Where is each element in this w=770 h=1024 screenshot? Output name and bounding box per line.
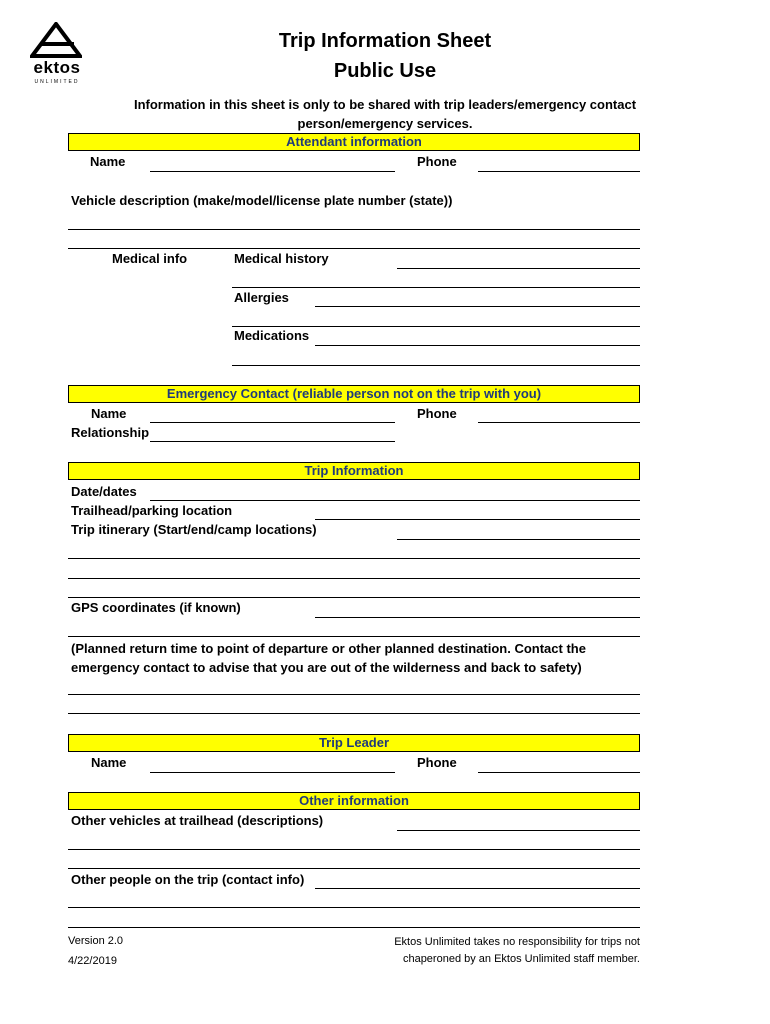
intro-text: Information in this sheet is only to be shared with trip leaders/emergency contact person/emergency services. [133,97,637,131]
itinerary-field-line-2[interactable] [68,558,640,559]
trip-heading: Trip Information [68,462,640,480]
logo-tagline: UNLIMITED [34,79,80,85]
page-subtitle: Public Use [333,60,437,82]
gps-label: GPS coordinates (if known) [71,600,241,615]
vehicle-label: Vehicle description (make/model/license plate number (state)) [71,193,453,208]
other-people-field-line-2[interactable] [68,907,640,908]
leader-phone-label: Phone [417,755,457,770]
other-heading: Other information [68,792,640,810]
page-title: Trip Information Sheet [278,30,492,52]
gps-field-line-2[interactable] [68,636,640,637]
allergies-label: Allergies [234,290,289,305]
other-vehicles-field-line-2[interactable] [68,849,640,850]
gps-field[interactable] [315,617,640,618]
other-people-field-line-3[interactable] [68,927,640,928]
medical-history-label: Medical history [234,251,329,266]
leader-name-label: Name [91,755,127,770]
itinerary-label: Trip itinerary (Start/end/camp locations) [71,522,317,537]
allergies-field[interactable] [315,306,640,307]
other-vehicles-field[interactable] [397,830,640,831]
attendant-phone-label: Phone [417,154,457,169]
other-vehicles-field-line-3[interactable] [68,868,640,869]
attendant-name-field[interactable] [150,171,395,172]
trailhead-field[interactable] [315,519,640,520]
trailhead-label: Trailhead/parking location [71,503,233,518]
dates-field[interactable] [150,500,640,501]
return-field-line-1[interactable] [68,694,640,695]
leader-phone-field[interactable] [478,772,640,773]
other-people-field[interactable] [315,888,640,889]
return-note: (Planned return time to point of departure or other planned destination. Contact the emergency contact to advise that you are out of the wilderness and back to safety) [71,641,586,675]
relationship-label: Relationship [71,425,150,440]
medical-history-field-2[interactable] [232,287,640,288]
emergency-name-field[interactable] [150,422,395,423]
attendant-name-label: Name [90,154,126,169]
emergency-phone-label: Phone [417,406,457,421]
itinerary-field-line-3[interactable] [68,578,640,579]
return-field-line-2[interactable] [68,713,640,714]
logo-name: ektos [33,58,81,77]
medical-history-field[interactable] [397,268,640,269]
leader-name-field[interactable] [150,772,395,773]
other-vehicles-label: Other vehicles at trailhead (descriptions) [71,813,324,828]
attendant-heading: Attendant information [68,133,640,151]
other-people-label: Other people on the trip (contact info) [71,872,305,887]
itinerary-field[interactable] [397,539,640,540]
allergies-field-2[interactable] [232,326,640,327]
vehicle-field-line-2[interactable] [68,248,640,249]
medications-field-2[interactable] [232,365,640,366]
relationship-field[interactable] [150,441,395,442]
dates-label: Date/dates [71,484,137,499]
emergency-name-label: Name [91,406,127,421]
itinerary-field-line-4[interactable] [68,597,640,598]
emergency-phone-field[interactable] [478,422,640,423]
emergency-heading: Emergency Contact (reliable person not on the trip with you) [68,385,640,403]
medications-field[interactable] [315,345,640,346]
disclaimer-text: Ektos Unlimited takes no responsibility for trips not chaperoned by an Ektos Unlimited staff member. [394,936,640,965]
version-date: 4/22/2019 [68,955,117,967]
vehicle-field-line-1[interactable] [68,229,640,230]
medications-label: Medications [234,328,310,343]
version-text: Version 2.0 [68,935,124,947]
medical-info-label: Medical info [112,251,188,266]
attendant-phone-field[interactable] [478,171,640,172]
leader-heading: Trip Leader [68,734,640,752]
